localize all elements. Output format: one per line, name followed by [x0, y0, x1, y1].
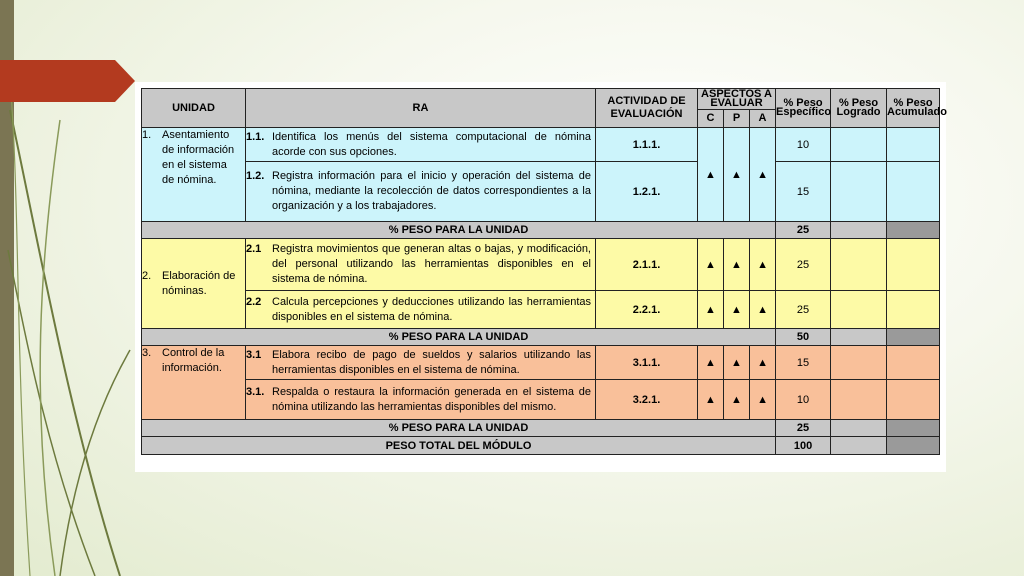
activity-cell: 3.2.1. [596, 380, 698, 420]
header-actividad: ACTIVIDAD DE EVALUACIÓN [596, 89, 698, 128]
header-peso-logrado: % Peso Logrado [831, 89, 887, 128]
ra-text: Elabora recibo de pago de sueldos y salarios utilizando las herramientas disponibles en el sistema de nómina. [272, 348, 591, 376]
ra-cell [246, 128, 596, 162]
unit-name: Asentamiento de información en el sistema de nómina. [162, 129, 235, 186]
ra-number: 2.1 [246, 243, 262, 255]
acumulado-cell [887, 291, 940, 329]
weight-cell: 15 [776, 346, 831, 380]
unit-3-cell [142, 346, 246, 420]
ra-text: Registra movimientos que generan altas o bajas, y modificación, del personal utilizando las herramientas disponibles en el sistema de nómina. [272, 243, 591, 285]
unit-subtotal-value: 50 [776, 329, 831, 346]
ra-text: Respalda o restaura la información generada en el sistema de nómina utilizando las herramientas disponibles del mismo. [272, 385, 591, 413]
weight-cell: 25 [776, 291, 831, 329]
activity-cell: 2.2.1. [596, 291, 698, 329]
triangle-a-icon: ▲ [750, 128, 776, 222]
ra-text: Registra información para el inicio y operación del sistema de nómina, mediante la recolección de datos correspondientes a la organización y a los trabajadores. [272, 170, 591, 212]
triangle-p-icon: ▲ [724, 239, 750, 291]
triangle-a-icon: ▲ [750, 346, 776, 380]
ra-text: Calcula percepciones y deducciones utilizando las herramientas disponibles en el sistema de nómina. [272, 295, 591, 323]
evaluation-table-image [135, 82, 946, 472]
ra-number: 3.1. [246, 385, 265, 398]
triangle-p-icon: ▲ [724, 128, 750, 222]
triangle-c-icon: ▲ [698, 346, 724, 380]
ra-number: 1.1. [246, 130, 265, 143]
unit-2-cell [142, 239, 246, 329]
subtotal-acumulado-cell [887, 222, 940, 239]
evaluation-table [141, 88, 947, 455]
ra-number: 1.2. [246, 170, 265, 182]
logrado-cell [831, 291, 887, 329]
activity-cell: 3.1.1. [596, 346, 698, 380]
subtotal-logrado-cell [831, 420, 887, 437]
triangle-c-icon: ▲ [698, 239, 724, 291]
triangle-p-icon: ▲ [724, 380, 750, 420]
ra-cell [246, 380, 596, 420]
unit-subtotal-label: % PESO PARA LA UNIDAD [142, 222, 776, 239]
header-ra: RA [246, 89, 596, 128]
unit-name: Elaboración de nóminas. [162, 269, 236, 297]
logrado-cell [831, 380, 887, 420]
header-a: A [750, 110, 776, 128]
triangle-a-icon: ▲ [750, 239, 776, 291]
ra-number: 3.1 [246, 348, 262, 361]
ra-cell [246, 162, 596, 222]
ra-cell [246, 291, 596, 329]
acumulado-cell [887, 128, 940, 162]
activity-cell: 2.1.1. [596, 239, 698, 291]
subtotal-logrado-cell [831, 222, 887, 239]
unit-subtotal-value: 25 [776, 420, 831, 437]
header-aspectos: ASPECTOS A EVALUAR [698, 89, 776, 110]
header-p: P [724, 110, 750, 128]
triangle-p-icon: ▲ [724, 346, 750, 380]
unit-subtotal-value: 25 [776, 222, 831, 239]
triangle-c-icon: ▲ [698, 291, 724, 329]
acumulado-cell [887, 162, 940, 222]
triangle-c-icon: ▲ [698, 380, 724, 420]
subtotal-acumulado-cell [887, 420, 940, 437]
unit-name: Control de la información. [162, 347, 225, 374]
subtotal-logrado-cell [831, 329, 887, 346]
logrado-cell [831, 162, 887, 222]
acumulado-cell [887, 380, 940, 420]
unit-subtotal-label: % PESO PARA LA UNIDAD [142, 329, 776, 346]
logrado-cell [831, 346, 887, 380]
module-total-label: PESO TOTAL DEL MÓDULO [142, 437, 776, 455]
weight-cell: 15 [776, 162, 831, 222]
unit-1-cell [142, 128, 246, 222]
logrado-cell [831, 239, 887, 291]
module-total-value: 100 [776, 437, 831, 455]
total-logrado-cell [831, 437, 887, 455]
acumulado-cell [887, 346, 940, 380]
subtotal-acumulado-cell [887, 329, 940, 346]
header-peso-especifico: % Peso Específico [776, 89, 831, 128]
triangle-c-icon: ▲ [698, 128, 724, 222]
acumulado-cell [887, 239, 940, 291]
weight-cell: 10 [776, 380, 831, 420]
ra-cell [246, 346, 596, 380]
unit-number: 2. [142, 269, 152, 282]
triangle-p-icon: ▲ [724, 291, 750, 329]
unit-number: 1. [142, 129, 152, 141]
weight-cell: 10 [776, 128, 831, 162]
header-peso-acumulado: % Peso Acumulado [887, 89, 940, 128]
weight-cell: 25 [776, 239, 831, 291]
header-unidad: UNIDAD [142, 89, 246, 128]
activity-cell: 1.1.1. [596, 128, 698, 162]
total-acumulado-cell [887, 437, 940, 455]
ra-text: Identifica los menús del sistema computacional de nómina acorde con sus opciones. [272, 130, 591, 158]
ra-number: 2.2 [246, 295, 262, 308]
header-c: C [698, 110, 724, 128]
logrado-cell [831, 128, 887, 162]
triangle-a-icon: ▲ [750, 380, 776, 420]
unit-subtotal-label: % PESO PARA LA UNIDAD [142, 420, 776, 437]
title-arrow-tab [0, 60, 140, 104]
ra-cell [246, 239, 596, 291]
triangle-a-icon: ▲ [750, 291, 776, 329]
activity-cell: 1.2.1. [596, 162, 698, 222]
unit-number: 3. [142, 347, 152, 359]
